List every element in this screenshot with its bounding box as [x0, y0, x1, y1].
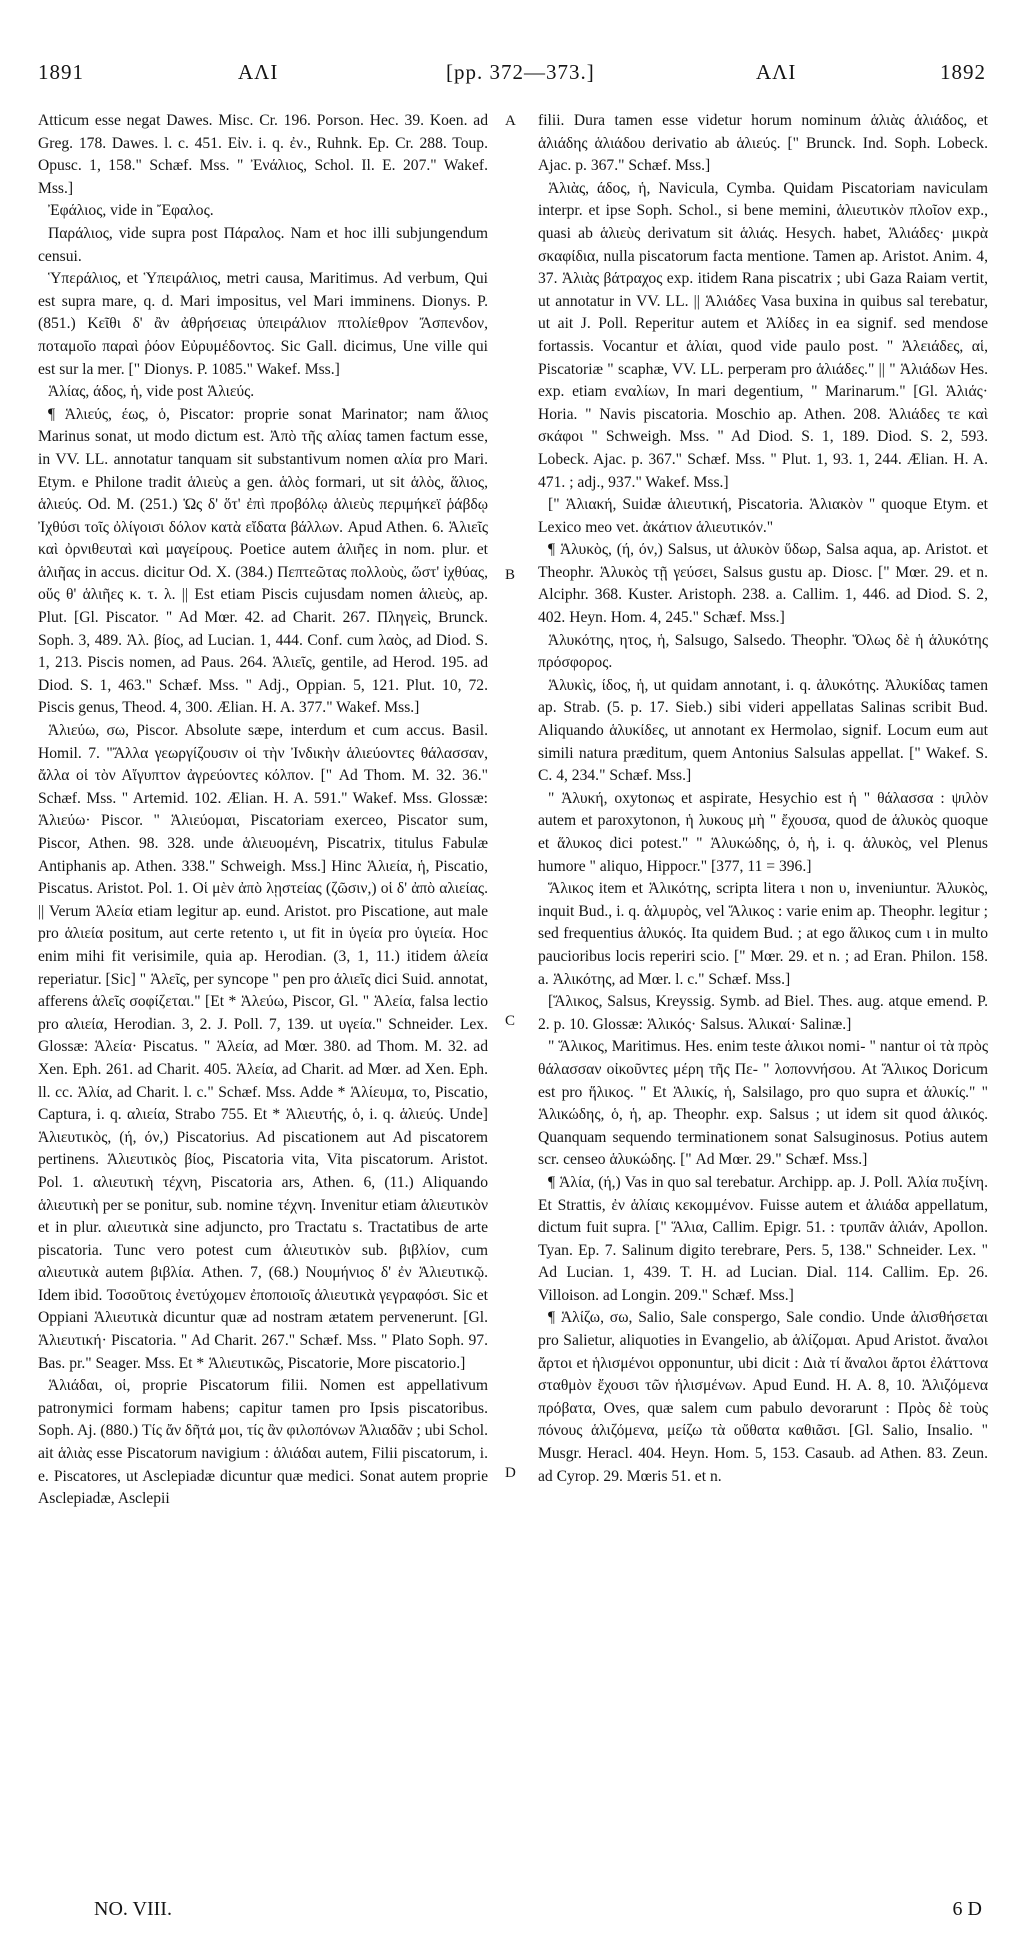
page-header [38, 60, 986, 96]
page-number-right: 1892 [940, 60, 986, 84]
entry-paragraph: Ἐφάλιος, vide in Ἔφαλος. [48, 202, 214, 220]
sheet-mark: 6 D [952, 1898, 982, 1920]
running-headword-left: ΑΛΙ [238, 60, 279, 84]
entry-paragraph: filii. Dura tamen esse videtur horum nominum ἁλιὰς ἁλιάδος, et ἁλιάδης ἁλιάδου derivatio ab ἁλιεύς. [" Brunck. Ind. Soph. Lobeck. Ajac. p. 367." Schæf. Mss.] [538, 112, 988, 175]
entry-paragraph: Atticum esse negat Dawes. Misc. Cr. 196. Porson. Hec. 39. Koen. ad Greg. 178. Dawes. l. c. 451. Εἰν. i. q. ἐν., Ruhnk. Ep. Cr. 288. Toup. Opusc. 1, 158." Schæf. Mss. " Ἐνάλιος, Schol. Il. E. 207." Wakef. Mss.] [38, 112, 488, 197]
entry-paragraph: Ἁλυκότης, ητος, ἡ, Salsugo, Salsedo. Theophr. Ὅλως δὲ ἡ ἁλυκότης πρόσφορος. [538, 631, 988, 672]
entry-paragraph: Ὑπεράλιος, et Ὑπειράλιος, metri causa, Maritimus. Ad verbum, Qui est supra mare, q. d. Mari impositus, vel Mari imminens. Dionys. P. (851.) Κεῖθι δ' ἂν ἀθρήσειας ὑπειράλιον πτολίεθρον Ἄσπενδον, ποταμοῖο παραὶ ῥόον Εὐρυμέδοντος. Sic Gall. dicimus, Une ville qui est sur la mer. [" Dionys. P. 1085." Wakef. Mss.] [38, 270, 488, 378]
entry-paragraph: Ἁλυκὶς, ίδος, ἡ, ut quidam annotant, i. q. ἁλυκότης. Ἁλυκίδας tamen ap. Strab. (5. p. 17. Sieb.) sibi videri appellatas Salinas scribit Bud. Aliquando ἁλυκίδες, ut annotant ex Hermolao, signif. Locum eum aut simili natura præditum, quem Antonius Salsulas appellat. [" Wakef. S. C. 4, 234." Schæf. Mss.] [538, 676, 988, 785]
entry-paragraph: Παράλιος, vide supra post Πάραλος. Nam et hoc illi subjungendum censui. [38, 224, 488, 265]
running-headword-right: ΑΛΙ [756, 60, 797, 84]
entry-paragraph: Ἁλιάδαι, οἱ, proprie Piscatorum filii. Nomen est appellativum patronymici formam habens; capitur tamen pro Ipsis piscatoribus. Soph. Aj. (880.) Τίς ἄν δῆτά μοι, τίς ἂν φιλοπόνων Ἁλιαδᾶν ; ubi Schol. ait ἁλιὰς esse Piscatorum navigium : ἁλιάδαι autem, Filii piscatorum, i. e. Piscatores, ut Asclepiadæ dicuntur quæ medici. Sonat autem proprie Asclepiadæ, Asclepii [38, 1377, 488, 1508]
entry-paragraph: [" Ἁλιακή, Suidæ ἁλιευτική, Piscatoria. Ἁλιακὸν " quoque Etym. et Lexico meo vet. ἀκάτιον ἁλιευτικόν." [538, 496, 988, 536]
entry-paragraph: [Ἅλικος, Salsus, Kreyssig. Symb. ad Biel. Thes. aug. atque emend. P. 2. p. 10. Glossæ: Ἁλικός· Salsus. Ἁλικαί· Salinæ.] [538, 993, 988, 1033]
entry-paragraph: " Ἁλυκή, oxytonως et aspirate, Hesychio est ἡ " θάλασσα : ψιλὸν autem et paroxytonon, ἡ λυκους μὴ " ἔχουσα, quod de ἁλυκὸς quoque et ἅλυκος dici potest." " Ἁλυκώδης, ὁ, ἡ, i. q. ἁλυκὸς, vel Plenus humore " aliquo, Hippocr." [377, 11 = 396.] [538, 789, 988, 875]
right-column [538, 110, 988, 1488]
entry-paragraph: ¶ Ἁλιεύς, έως, ὁ, Piscator: proprie sonat Marinator; nam ἅλιος Marinus sonat, ut modo dictum est. Ἀπὸ τῆς αλίας tamen factum esse, in VV. LL. annotatur tanquam sit substantivum nomen αλία pro Mari. Etym. e Philone tradit ἁλιεὺς a gen. ἁλὸς formari, ut sit ἁλὸς, ἅλιος, ἁλιεύς. Od. M. (251.) Ὡς δ' ὅτ' ἐπὶ προβόλῳ ἁλιεὺς περιμήκεϊ ῥάβδῳ Ἰχθύσι τοῖς ὀλίγοισι δόλον κατὰ εἴδατα βάλλων. Apud Athen. 6. Ἁλιεῖς καὶ ὀρνιθευταὶ καὶ μαγείρους. Poetice autem ἁλιῆες in nom. plur. et ἁλιῆας in accus. dicitur Od. X. (384.) Πεπτεῶτας πολλοὺς, ὥστ' ἰχθύας, οὕς θ' ἁλιῆες κ. τ. λ. || Est etiam Piscis cujusdam nomen ἁλιεὺς, ap. Plut. [Gl. Piscator. " Ad Mœr. 42. ad Charit. 267. Πληγεὶς, Brunck. Soph. 3, 489. Ἁλ. βίος, ad Lucian. 1, 444. Conf. cum λαὸς, ad Diod. S. 1, 213. Piscis nomen, ad Paus. 264. Ἁλιεῖς, gentile, ad Herod. 195. ad Diod. S. 1, 463." Schæf. Mss. " Adj., Oppian. 5, 121. Plut. 10, 72. Piscis genus, Theod. 4, 300. Ælian. H. A. 377." Wakef. Mss.] [38, 405, 488, 717]
page-number-left: 1891 [38, 60, 84, 84]
section-marker-b: B [505, 567, 516, 583]
page-footer [38, 1898, 986, 1926]
entry-paragraph: Ἁλιεύω, σω, Piscor. Absolute sæpe, interdum et cum accus. Basil. Homil. 7. "Ἄλλα γεωργίζουσιν οἱ τὴν Ἰνδικὴν ἁλιεύοντες θάλασσαν, ἄλλα οἱ τὸν Αἴγυπτον ἀγρεύοντες κόλπον. [" Ad Thom. M. 32. 36." Schæf. Mss. " Artemid. 102. Ælian. H. A. 591." Wakef. Mss. Glossæ: Ἁλιεύω· Piscor. " Ἁλιεύομαι, Piscatoriam exerceo, Piscator sum, Piscor, Athen. 98. 328. unde ἁλιευομένη, Piscatrix, titulus Fabulæ Antiphanis ap. Athen. 338." Schweigh. Mss.] Hinc Ἁλιεία, ἡ, Piscatio, Piscatus. Aristot. Pol. 1. Οἱ μὲν ἀπὸ λῃστείας (ζῶσιν,) οἱ δ' ἀπὸ αλιείας. || Verum Ἁλεία etiam legitur ap. eund. Aristot. pro Piscatione, aut male pro ἁλιεία positum, aut certe retento ι, ut fit in ὑγεία pro ὑγιεία. Hoc enim mihi fit verisimile, quia ap. Herodian. (3, 1, 11.) itidem ἁλεία reperiatur. [Sic] " Ἁλεῖς, per syncope " pen pro ἁλιεῖς dici Suid. annotat, afferens ἁλεῖς σοφίζεται." [Et * Ἁλεύω, Piscor, Gl. " Ἁλεία, falsa lectio pro αλιεία, Herodian. 3, 2. J. Poll. 7, 139. ut υγεία." Schneider. Lex. Glossæ: Ἁλεία· Piscatus. " Ἁλεία, ad Mœr. 380. ad Thom. M. 32. ad Xen. Eph. 261. ad Charit. 405. Ἁλεία, ad Charit. ad Mœr. ad Xen. Eph. ll. cc. Ἁλία, ad Charit. l. c." Schæf. Mss. Adde * Ἁλίευμα, το, Piscatio, Captura, i. q. αλιεία, Strabo 755. Et * Ἁλιευτής, ὁ, i. q. ἁλιεύς. Unde] Ἁλιευτικὸς, (ή, όν,) Piscatorius. Ad piscationem aut Ad piscatorem pertinens. Ἁλιευτικὸς βίος, Piscatoria vita, Vita piscatorum. Aristot. Pol. 1. αλιευτικὴ τέχνη, Piscatoria ars, Athen. 6, (11.) Aliquando ἁλιευτικὴ per se ponitur, sub. nomine τέχνη. Invenitur etiam ἁλιευτικὸν et in plur. αλιευτικὰ sine adjuncto, pro Tractatu s. Tractatibus de arte piscatoria. Tunc vero potest cum ἁλιευτικὸν sub. βιβλίον, cum αλιευτικὰ autem βιβλία. Athen. 7, (68.) Νουμήνιος δ' ἐν Ἁλιευτικῷ. Idem ibid. Τοσοῦτοις ἐνετύχομεν ἐποποιοῖς ἁλιευτικὰ γεγραφόσι. Sic et Oppiani Ἁλιευτικὰ dicuntur quæ ad nostram ætatem pervenerunt. [Gl. Ἁλιευτική· Piscatoria. " Ad Charit. 267." Schæf. Mss. " Plato Soph. 97. Bas. pr." Seager. Mss. Et * Ἁλιευτικῶς, Piscatorie, More piscatorio.] [38, 722, 488, 1372]
entry-paragraph: Ἅλικος item et Ἁλικότης, scripta litera ι non υ, inveniuntur. Ἁλυκὸς, inquit Bud., i. q. ἁλμυρὸς, vel Ἅλικος : varie enim ap. Theophr. legitur ; sed frequentius ἁλυκός. Ita quidem Bud. ; at ego ἅλικος cum ι in multo paucioribus locis reperiri scio. [" Mœr. 29. et n. ; ad Eran. Philon. 158. a. Ἁλικότης, ad Mœr. l. c." Schæf. Mss.] [538, 880, 988, 988]
signature-mark: NO. VIII. [94, 1898, 172, 1920]
entry-paragraph: ¶ Ἁλυκὸς, (ή, όν,) Salsus, ut ἁλυκὸν ὕδωρ, Salsa aqua, ap. Aristot. et Theophr. Ἁλυκὸς τῇ γεύσει, Salsus gustu ap. Diosc. [" Mœr. 29. et n. Alciphr. 368. Kuster. Aristoph. 238. a. Callim. 1, 446. ad Diod. S. 2, 402. Heyn. Hom. 4, 245." Schæf. Mss.] [538, 541, 988, 627]
section-marker-a: A [505, 113, 516, 129]
section-marker-c: C [505, 1013, 516, 1029]
entry-paragraph: Ἁλίας, άδος, ἡ, vide post Ἁλιεύς. [48, 383, 255, 401]
entry-paragraph: ¶ Ἁλίζω, σω, Salio, Sale conspergo, Sale condio. Unde ἁλισθήσεται pro Salietur, aliquoties in Evangelio, ab ἁλίζομαι. Apud Aristot. ἄναλοι ἄρτοι et ἡλισμένοι opponuntur, ubi dicit : Διὰ τί ἄναλοι ἄρτοι ἐλάττονα σταθμὸν ἔχουσι τῶν ἡλισμένων. Apud Eund. H. A. 8, 10. Ἁλιζόμενα πρόβατα, Oves, quæ salem cum pabulo devorarunt : Πρὸς δὲ τοὺς πόνους ἁλιζόμενα, μείζω τὰ οὔθατα καθιᾶσι. [Gl. Salio, Insalio. " Musgr. Heracl. 404. Heyn. Hom. 5, 153. Casaub. ad Athen. 83. Zeun. ad Cyrop. 29. Mœris 51. et n. [538, 1309, 988, 1485]
entry-paragraph: Ἁλιὰς, άδος, ἡ, Navicula, Cymba. Quidam Piscatoriam naviculam interpr. et ipse Soph. Schol., si bene memini, ἁλιευτικὸν πλοῖον exp., quasi ab ἁλιεὺς derivatum sit ἁλιάς. Hesych. habet, Ἁλιάδες· μικρὰ σκαφίδια, nulla piscatorum facta mentione. Tamen ap. Aristot. Anim. 4, 37. Ἁλιὰς βάτραχος exp. itidem Rana piscatrix ; ubi Gaza Raiam vertit, ut annotatur in VV. LL. || Ἁλιάδες Vasa buxina in quibus sal terebatur, ut ait J. Poll. Reperitur autem et Ἁλίδες in ea signif. sed mendose fortassis. Vocantur et ἁλίαι, quod vide paulo post. " Ἀλειάδες, αἱ, Piscatoriæ " scaphæ, VV. LL. perperam pro ἁλιάδες." || " Ἁλιάδων Hes. exp. etiam εναλίων, In mari degentium, " Marinarum." [Gl. Ἁλιάς· Horia. " Navis piscatoria. Moschio ap. Athen. 208. Ἁλιάδες τε καὶ σκάφοι " Schweigh. Mss. " Ad Diod. S. 1, 189. Diod. S. 2, 593. Lobeck. Ajac. p. 367." Schæf. Mss. " Plut. 1, 93. 1, 244. Ælian. H. A. 471. ; adj., 937." Wakef. Mss.] [538, 179, 988, 491]
section-marker-d: D [505, 1465, 516, 1481]
left-column [38, 110, 488, 1511]
page-range: [pp. 372—373.] [446, 60, 595, 84]
entry-paragraph: " Ἅλικος, Maritimus. Hes. enim teste ἁλικοι nomi- " nantur οἱ τὰ πρὸς θάλασσαν οἰκοῦντες μέρη τῆς Πε- " λοποννήσου. At Ἅλικος Doricum est pro ἥλικος. " Et Ἁλικίς, ἡ, Salsilago, pro quo supra et ἁλυκίς." " Ἁλικώδης, ὁ, ἡ, ap. Theophr. exp. Salsus ; ut idem sit quod ἁλικός. Quanquam sequendo terminationem sonat Salsuginosus. Potius autem scr. censeo ἁλυκώδης. [" Ad Mœr. 29." Schæf. Mss.] [538, 1038, 988, 1169]
entry-paragraph: ¶ Ἁλία, (ή,) Vas in quo sal terebatur. Archipp. ap. J. Poll. Ἁλία πυξίνη. Et Strattis, ἐν ἁλίαις κεκομμένον. Fuisse autem et ἁλιάδα appellatum, dictum fuit supra. [" Ἅλια, Callim. Epigr. 51. : τρυπᾶν ἁλιάν, Apollon. Tyan. Ep. 7. Salinum digito terebrare, Pers. 5, 138." Schneider. Lex. " Ad Lucian. 1, 439. T. H. ad Lucian. Dial. 114. Callim. Ep. 26. Villoison. ad Longin. 209." Schæf. Mss.] [538, 1173, 988, 1304]
